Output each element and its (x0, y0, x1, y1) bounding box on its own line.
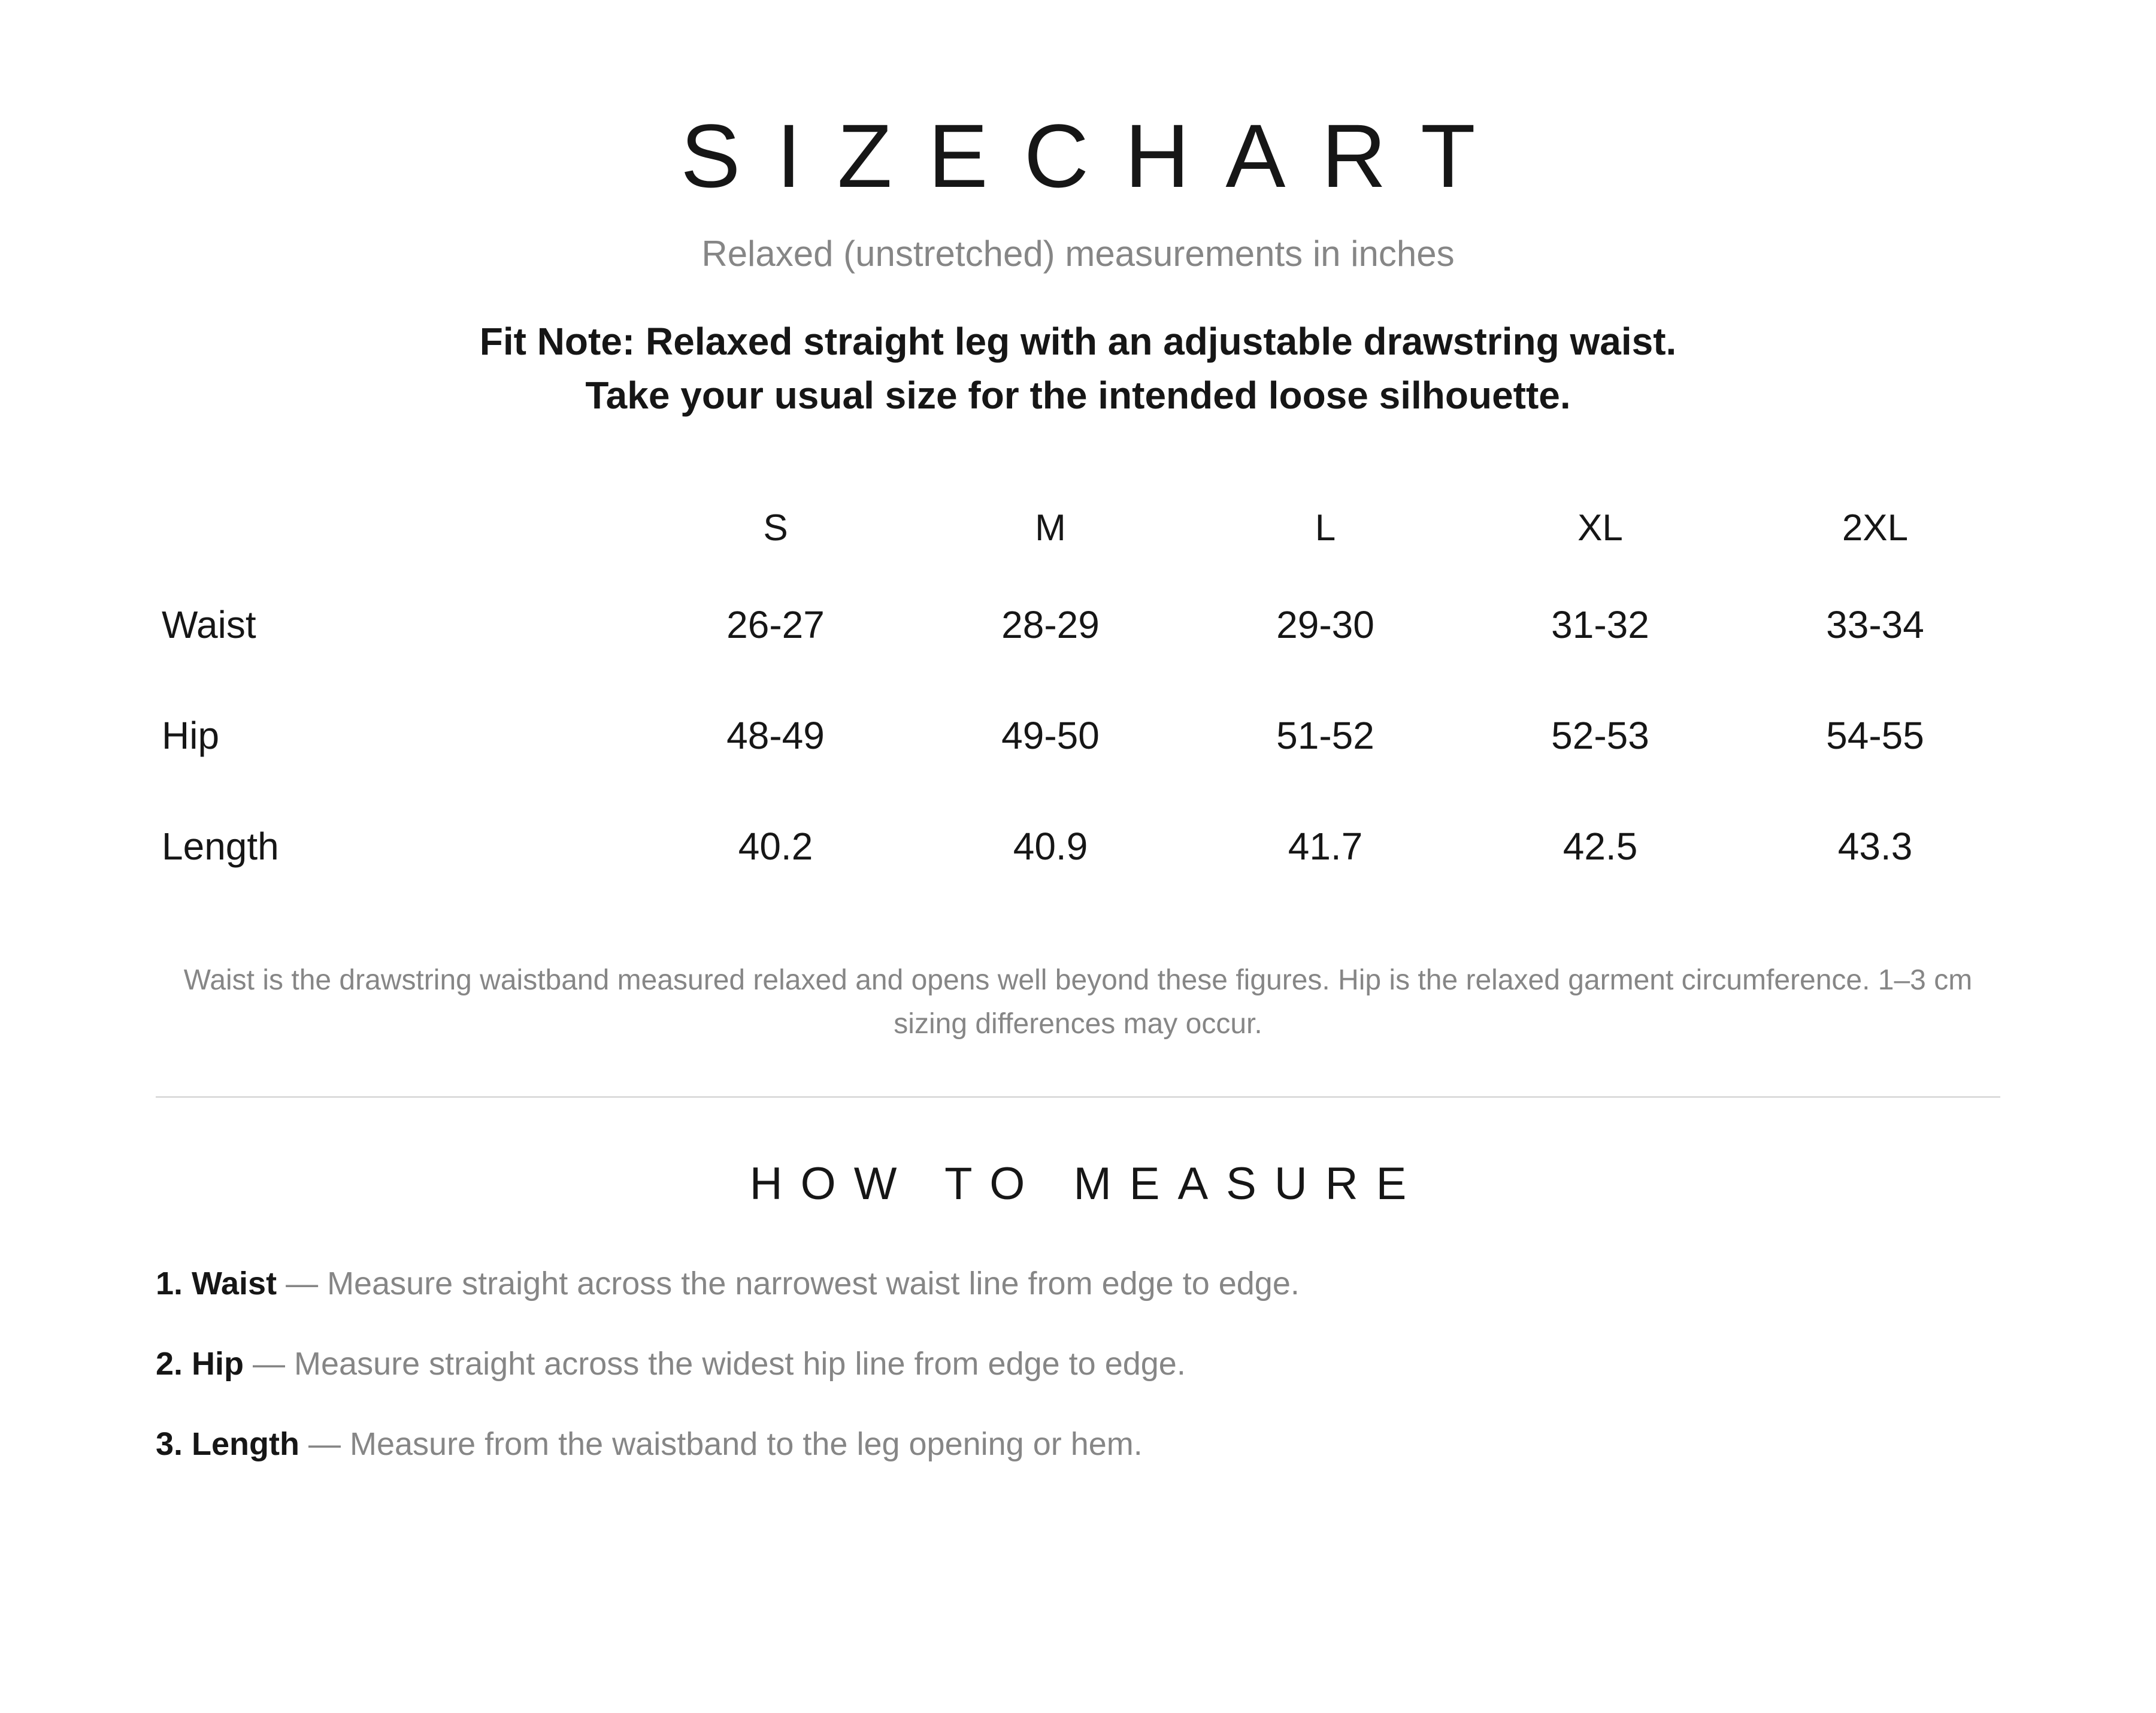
table-cell: 33-34 (1826, 603, 1924, 646)
fit-note-line-2: Take your usual size for the intended loose silhouette. (585, 374, 1571, 417)
step-label: 3. Length (156, 1426, 299, 1462)
measure-step-hip (156, 1344, 1186, 1384)
page-title: SIZECHART (680, 105, 1512, 206)
size-header-l: L (1315, 507, 1336, 549)
step-text: — Measure straight across the narrowest waist line from edge to edge. (277, 1266, 1300, 1302)
table-cell: 29-30 (1276, 603, 1374, 646)
section-divider (156, 1096, 2000, 1098)
table-cell: 54-55 (1826, 714, 1924, 757)
table-cell: 41.7 (1288, 825, 1363, 868)
measure-step-length (156, 1424, 1143, 1464)
subtitle: Relaxed (unstretched) measurements in inches (701, 234, 1455, 274)
fit-note-line-1: Fit Note: Relaxed straight leg with an adjustable drawstring waist. (479, 320, 1677, 363)
size-header-xl: XL (1577, 507, 1623, 549)
table-cell: 40.9 (1013, 825, 1088, 868)
row-label-hip: Hip (162, 714, 220, 757)
sizing-footnote: Waist is the drawstring waistband measured relaxed and opens well beyond these figures. Hip is the relaxed garment circumference. 1–3 cm sizing differences may occur. (183, 964, 1973, 1040)
how-to-measure-title: HOW TO MEASURE (749, 1158, 1425, 1209)
table-cell: 48-49 (726, 714, 825, 757)
table-cell: 26-27 (726, 603, 825, 646)
measure-step-waist (156, 1264, 1300, 1303)
step-text: — Measure straight across the widest hip line from edge to edge. (244, 1346, 1186, 1382)
size-header-s: S (763, 507, 788, 549)
step-label: 2. Hip (156, 1346, 244, 1382)
row-label-waist: Waist (162, 603, 256, 646)
size-header-m: M (1035, 507, 1066, 549)
table-cell: 51-52 (1276, 714, 1374, 757)
row-label-length: Length (162, 825, 279, 868)
table-cell: 43.3 (1837, 825, 1913, 868)
table-cell: 52-53 (1551, 714, 1649, 757)
table-cell: 42.5 (1563, 825, 1638, 868)
table-cell: 49-50 (1001, 714, 1100, 757)
size-header-2xl: 2XL (1842, 507, 1909, 549)
table-cell: 40.2 (738, 825, 813, 868)
table-cell: 28-29 (1001, 603, 1100, 646)
table-cell: 31-32 (1551, 603, 1649, 646)
step-text: — Measure from the waistband to the leg opening or hem. (299, 1426, 1143, 1462)
step-label: 1. Waist (156, 1266, 277, 1302)
